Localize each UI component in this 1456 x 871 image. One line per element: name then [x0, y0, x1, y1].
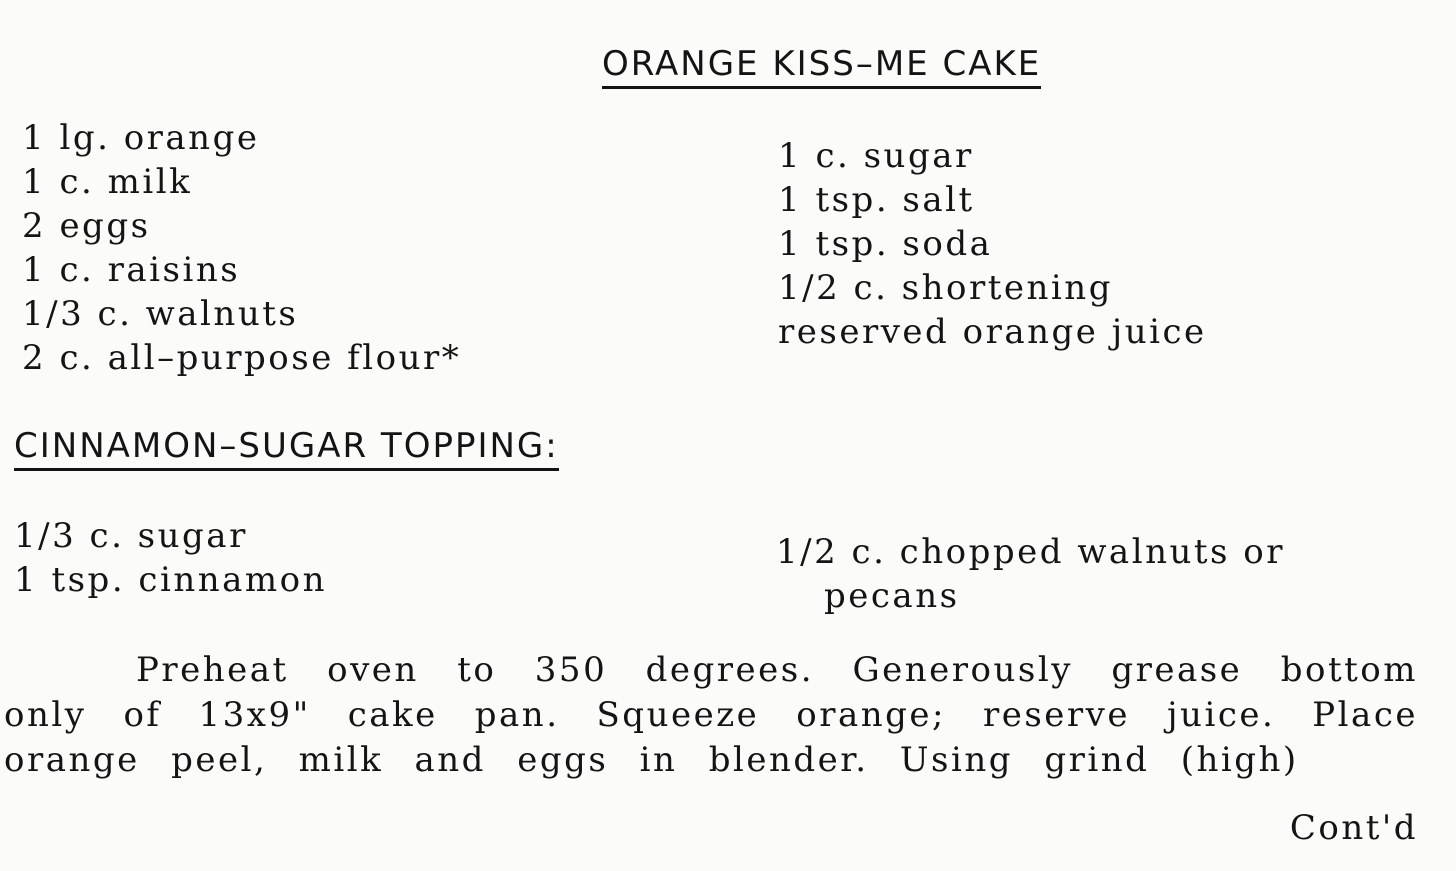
topping-list-right: [776, 530, 1285, 618]
instructions-paragraph: Preheat oven to 350 degrees. Generously grease bottom only of 13x9" cake pan. Squeeze orange; reserve juice. Place orange peel, milk and eggs in blender. Using grind (high): [4, 650, 1418, 780]
topping-item: 1/2 c. chopped walnuts or: [776, 532, 1285, 572]
ingredient-list-left: [22, 116, 461, 380]
ingredient-list-right: [778, 134, 1207, 354]
topping-item: 1 tsp. cinnamon: [14, 560, 328, 600]
ingredient-item: 1 c. sugar: [778, 136, 974, 176]
ingredient-item: reserved orange juice: [778, 312, 1207, 352]
topping-heading: CINNAMON–SUGAR TOPPING:: [14, 426, 559, 471]
recipe-title: ORANGE KISS–ME CAKE: [602, 44, 1041, 89]
continued-note: Cont'd: [1289, 808, 1418, 848]
ingredient-item: 2 c. all–purpose flour*: [22, 338, 462, 378]
topping-item-continuation: pecans: [824, 576, 960, 616]
ingredient-item: 1 c. milk: [22, 162, 193, 202]
ingredient-item: 1 c. raisins: [22, 250, 241, 290]
ingredient-item: 1 tsp. salt: [778, 180, 975, 220]
ingredient-item: 1/2 c. shortening: [778, 268, 1113, 308]
topping-list-left: [14, 514, 327, 602]
ingredient-item: 1 lg. orange: [22, 118, 260, 158]
ingredient-item: 1 tsp. soda: [778, 224, 993, 264]
ingredient-item: 2 eggs: [22, 206, 151, 246]
topping-item: 1/3 c. sugar: [14, 516, 248, 556]
ingredient-item: 1/3 c. walnuts: [22, 294, 299, 334]
